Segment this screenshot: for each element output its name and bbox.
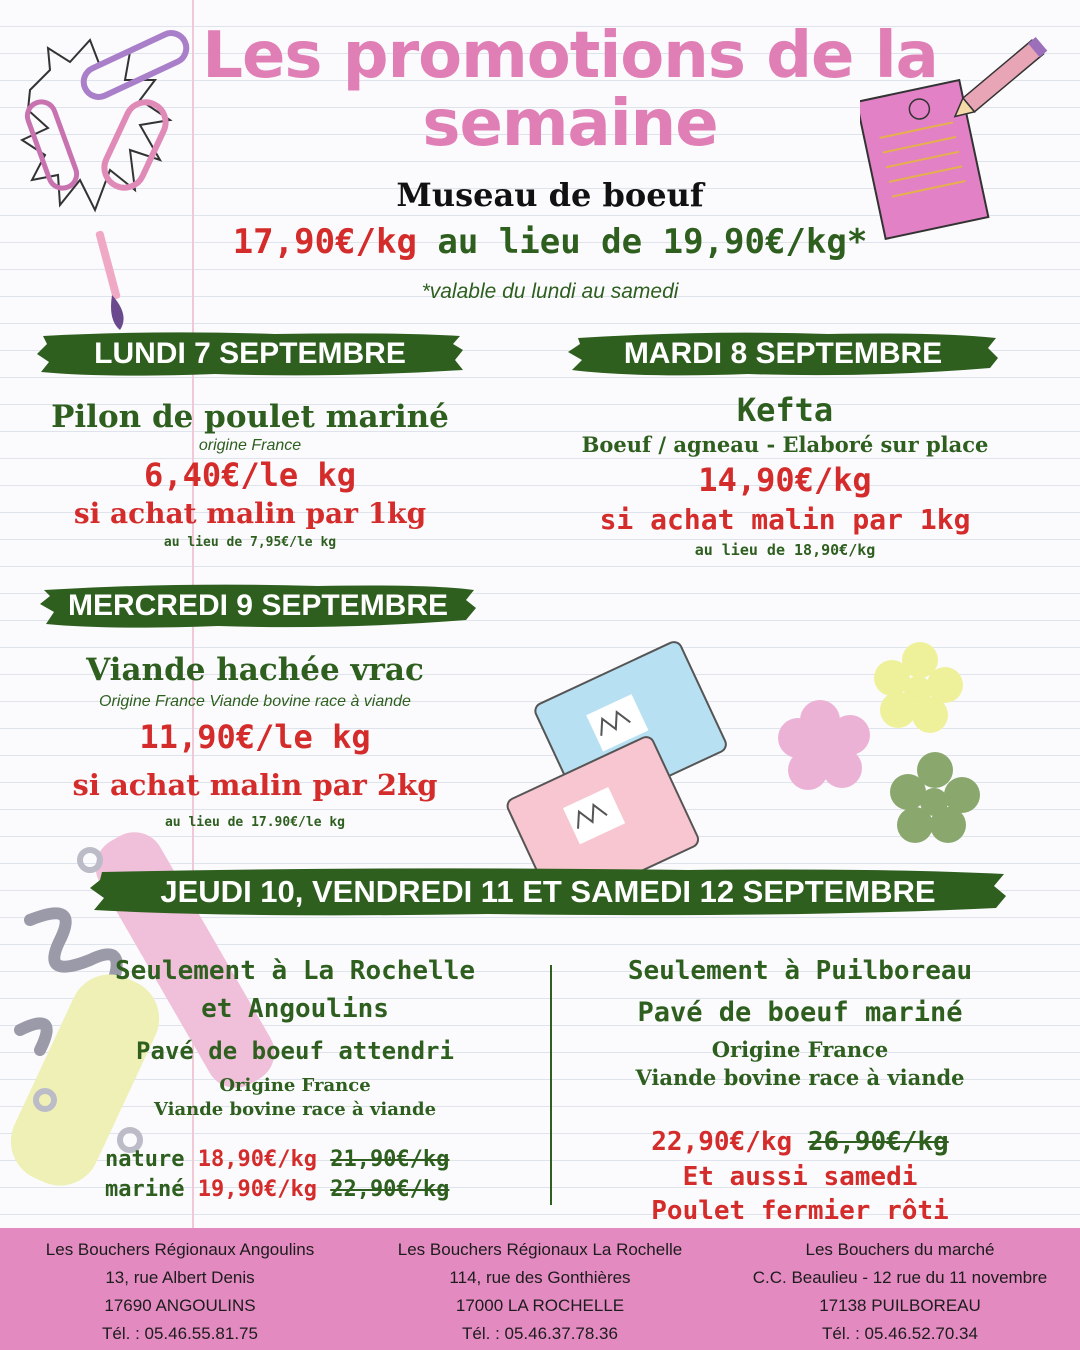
banner-wednesday-label: MERCREDI 9 SEPTEMBRE — [67, 589, 449, 622]
row-price: 19,90€/kg — [197, 1177, 317, 1202]
tuesday-product: Kefta — [736, 391, 834, 429]
banner-tuesday — [568, 330, 998, 378]
flowers-icon — [770, 630, 980, 850]
spiral-notebooks-icon — [500, 640, 760, 900]
store-address: C.C. Beaulieu - 12 rue du 11 novembre — [752, 1268, 1048, 1287]
store-phone: Tél. : 05.46.37.78.36 — [462, 1324, 618, 1343]
tuesday-detail: Boeuf / agneau - Elaboré sur place — [581, 432, 989, 457]
row-old-price: 22,90€/kg — [330, 1177, 450, 1202]
flower-icon — [874, 642, 963, 733]
weekend-left-origin: Origine France — [219, 1075, 371, 1096]
weekend-right-price-line — [590, 1124, 1010, 1160]
column-divider — [550, 965, 552, 1205]
store-address: 13, rue Albert Denis — [105, 1268, 255, 1287]
weekend-left-row-nature — [105, 1145, 505, 1175]
store-address: 114, rue des Gonthières — [449, 1268, 631, 1287]
weekend-left-offer — [95, 952, 495, 1122]
monday-deal: si achat malin par 1kg — [73, 497, 427, 530]
featured-product-name: Museau de boeuf — [396, 176, 704, 214]
weekend-left-prices — [105, 1145, 505, 1205]
banner-monday — [35, 330, 465, 378]
tuesday-offer — [570, 390, 1000, 560]
tuesday-deal: si achat malin par 1kg — [599, 503, 971, 536]
store-name: Les Bouchers du marché — [805, 1240, 995, 1259]
store-phone: Tél. : 05.46.55.81.75 — [102, 1324, 258, 1343]
wednesday-product: Viande hachée vrac — [86, 652, 424, 688]
weekend-right-old-price: 26,90€/kg — [807, 1127, 949, 1157]
footer-stores — [0, 1228, 1080, 1350]
featured-price-line — [190, 222, 910, 262]
weekend-right-location: Seulement à Puilboreau — [627, 956, 973, 986]
featured-validity-note: *valable du lundi au samedi — [421, 280, 679, 303]
paperclips-icon — [20, 30, 210, 330]
wednesday-old-price: au lieu de 17.90€/le kg — [164, 815, 345, 830]
paintbrush-icon — [95, 230, 123, 330]
store-puilboreau — [720, 1236, 1080, 1348]
row-price: 18,90€/kg — [197, 1147, 317, 1172]
row-label: nature — [105, 1147, 185, 1172]
banner-weekend — [88, 866, 1008, 918]
weekend-left-row-marine — [105, 1175, 505, 1205]
store-name: Les Bouchers Régionaux Angoulins — [45, 1240, 315, 1259]
wednesday-deal: si achat malin par 2kg — [72, 768, 438, 802]
store-city: 17690 ANGOULINS — [104, 1296, 256, 1315]
weekend-right-extra-1: Et aussi samedi — [682, 1162, 918, 1192]
featured-promo-price: 17,90€/kg — [232, 222, 417, 262]
monday-product: Pilon de poulet mariné — [51, 399, 449, 435]
store-city: 17138 PUILBOREAU — [819, 1296, 981, 1315]
weekend-left-location-1: Seulement à La Rochelle — [114, 956, 476, 986]
weekend-right-race: Viande bovine race à viande — [635, 1065, 965, 1090]
store-name: Les Bouchers Régionaux La Rochelle — [397, 1240, 683, 1259]
row-old-price: 21,90€/kg — [330, 1147, 450, 1172]
wednesday-origin: Origine France Viande bovine race à viande — [99, 693, 411, 710]
wednesday-offer — [40, 650, 470, 836]
page-title: Les promotions de la semaine — [202, 19, 938, 161]
weekend-right-origin: Origine France — [711, 1037, 889, 1062]
store-angoulins — [0, 1236, 360, 1348]
monday-old-price: au lieu de 7,95€/le kg — [163, 535, 337, 550]
banner-tuesday-label: MARDI 8 SEPTEMBRE — [623, 337, 943, 370]
weekend-right-extra-2: Poulet fermier rôti — [651, 1196, 949, 1226]
row-label: mariné — [105, 1177, 185, 1202]
featured-connector: au lieu de — [437, 222, 643, 262]
featured-old-price: 19,90€/kg* — [662, 222, 868, 262]
banner-weekend-label: JEUDI 10, VENDREDI 11 ET SAMEDI 12 SEPTEMBRE — [160, 874, 936, 909]
tuesday-old-price: au lieu de 18,90€/kg — [694, 541, 876, 559]
banner-wednesday — [38, 582, 478, 630]
monday-price: 6,40€/le kg — [144, 456, 356, 494]
weekend-left-race: Viande bovine race à viande — [153, 1099, 437, 1120]
banner-monday-label: LUNDI 7 SEPTEMBRE — [94, 337, 406, 370]
store-la-rochelle — [360, 1236, 720, 1348]
monday-origin: origine France — [198, 437, 302, 454]
monday-offer — [40, 398, 460, 552]
store-city: 17000 LA ROCHELLE — [455, 1296, 625, 1315]
wednesday-price: 11,90€/le kg — [139, 718, 371, 756]
store-phone: Tél. : 05.46.52.70.34 — [822, 1324, 978, 1343]
tuesday-price: 14,90€/kg — [698, 461, 872, 499]
weekend-right-product: Pavé de boeuf mariné — [637, 997, 963, 1028]
weekend-left-location-2: et Angoulins — [201, 994, 389, 1024]
weekend-right-price: 22,90€/kg — [651, 1127, 793, 1157]
weekend-left-product: Pavé de boeuf attendri — [136, 1037, 454, 1065]
pencil-icon — [949, 37, 1047, 123]
weekend-right-offer — [590, 952, 1010, 1228]
